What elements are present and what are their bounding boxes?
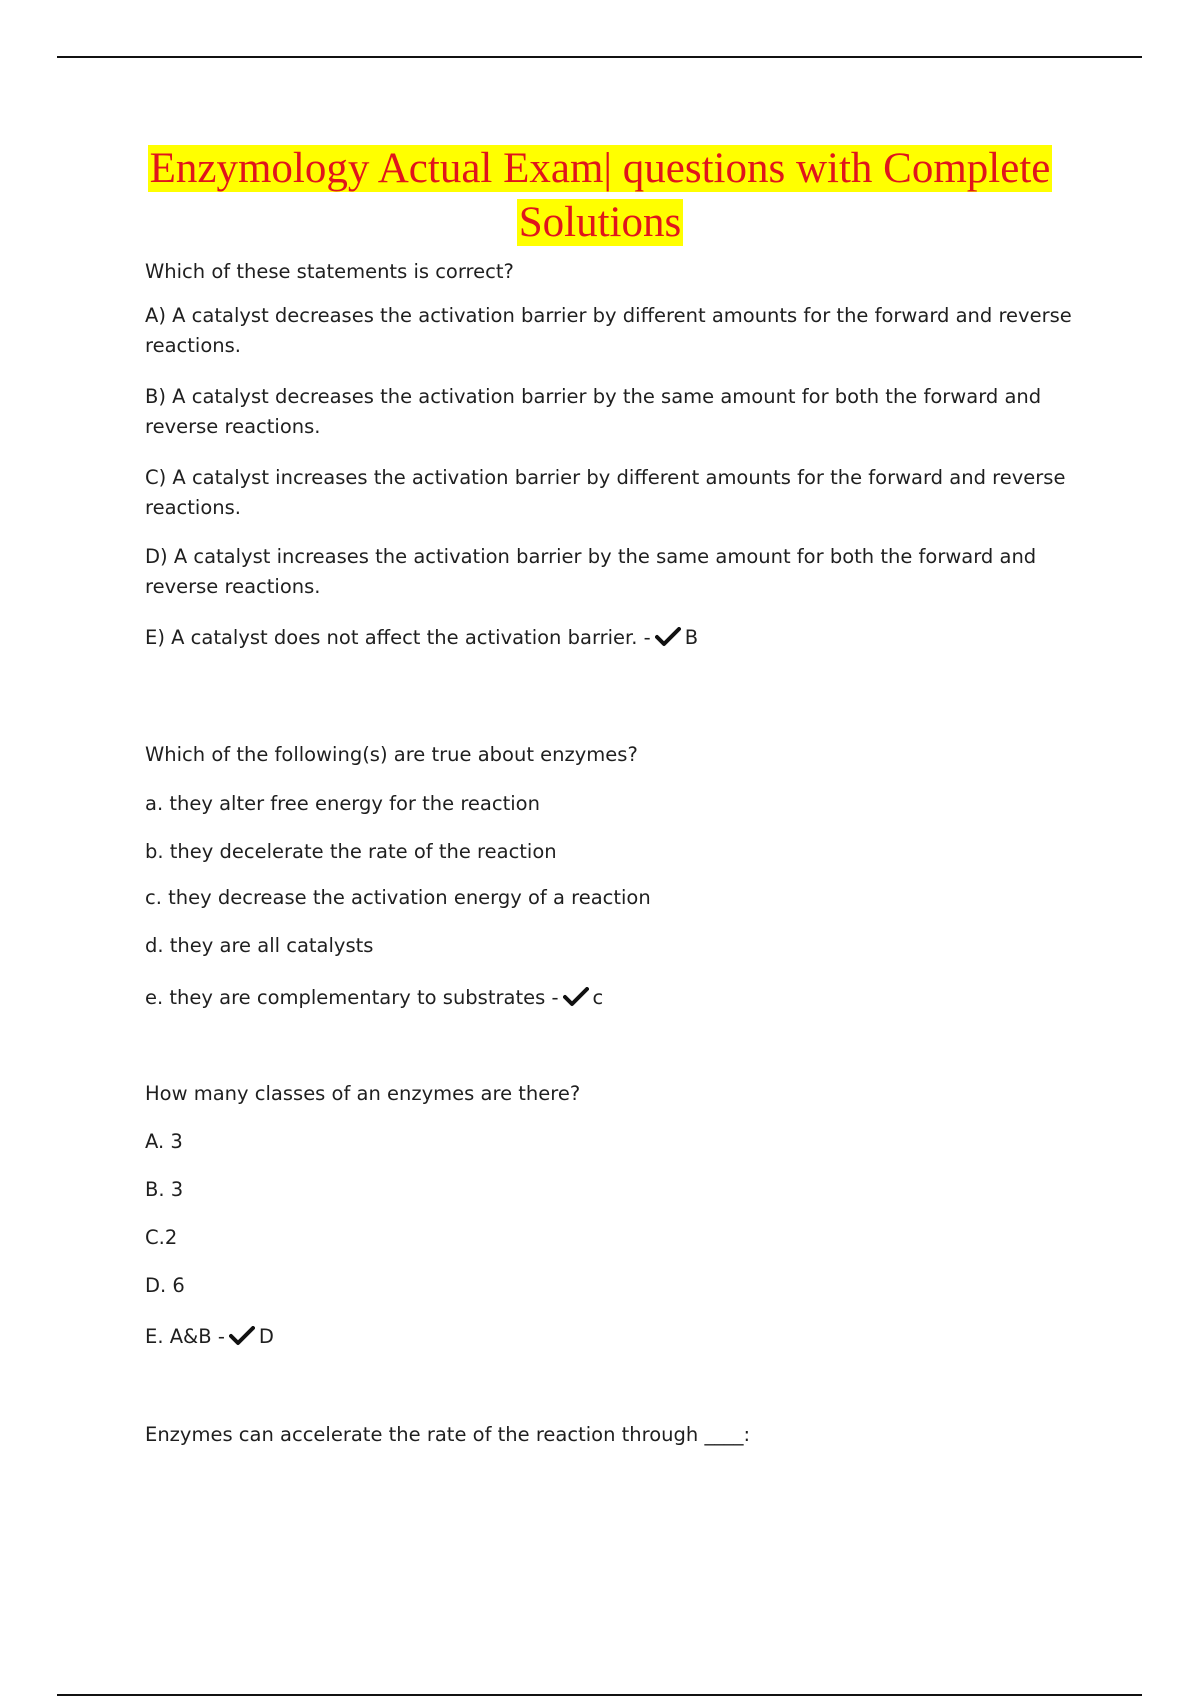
check-mark-icon [229,1324,255,1356]
question-2-option-e-text: e. they are complementary to substrates - [145,986,559,1009]
question-2-option-d: d. they are all catalysts [145,934,374,957]
question-3-prompt: How many classes of an enzymes are there? [145,1082,581,1105]
question-1-option-c-line-1: C) A catalyst increases the activation barrier by different amounts for the forward and reverse [145,466,1066,489]
question-3-option-e-text: E. A&B - [145,1325,225,1348]
question-1-option-e [145,622,1095,657]
check-mark-icon [563,985,589,1017]
question-2-prompt: Which of the following(s) are true about enzymes? [145,743,638,766]
question-1-option-a-line-1: A) A catalyst decreases the activation barrier by different amounts for the forward and reverse [145,304,1072,327]
question-1-option-d-line-1: D) A catalyst increases the activation barrier by the same amount for both the forward and [145,545,1037,568]
document-title [80,142,1120,250]
question-4-prompt: Enzymes can accelerate the rate of the reaction through ____: [145,1423,751,1446]
question-2-option-c: c. they decrease the activation energy of a reaction [145,886,651,909]
question-1-option-b-line-1: B) A catalyst decreases the activation barrier by the same amount for both the forward and [145,385,1042,408]
bottom-rule [57,1694,1142,1696]
question-2-answer: c [592,986,604,1009]
check-mark-icon [655,625,681,657]
question-1-option-b-line-2: reverse reactions. [145,415,321,438]
question-1-prompt: Which of these statements is correct? [145,260,514,283]
question-1-option-c-line-2: reactions. [145,496,241,519]
question-2-option-b: b. they decelerate the rate of the reaction [145,840,557,863]
question-3-option-b: B. 3 [145,1178,184,1201]
question-3-option-c: C.2 [145,1226,178,1249]
question-1-option-d-line-2: reverse reactions. [145,575,321,598]
title-line-2: Solutions [518,199,682,246]
question-3-answer: D [258,1325,274,1348]
title-line-1: Enzymology Actual Exam| questions with Complete [149,145,1051,192]
question-3-option-e [145,1321,1095,1356]
top-rule [57,56,1142,58]
question-1-option-a-line-2: reactions. [145,334,241,357]
question-1-answer: B [684,626,699,649]
question-1-option-e-text: E) A catalyst does not affect the activation barrier. - [145,626,651,649]
question-2-option-e [145,982,1095,1017]
question-3-option-d: D. 6 [145,1274,185,1297]
question-3-option-a: A. 3 [145,1130,183,1153]
question-2-option-a: a. they alter free energy for the reaction [145,792,540,815]
